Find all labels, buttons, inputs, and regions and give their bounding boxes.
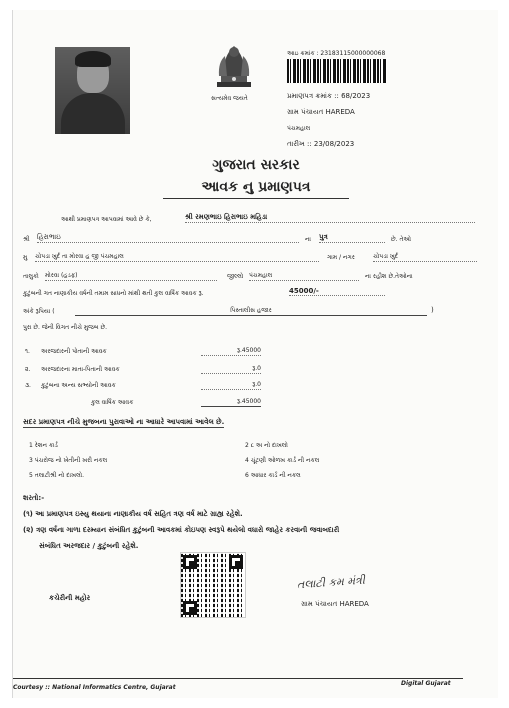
certificate-title: આવક નુ પ્રમાણપત્ર	[201, 179, 311, 195]
father-name: હિરાભાઇ	[37, 233, 299, 243]
evidence-item: 5 તલાટીશ્રી નો દાખલો.	[29, 472, 85, 479]
row-label: અરજદારના માતા-પિતાની આવક	[41, 366, 120, 373]
words-prefix: અંકે રૂપિયા (	[23, 308, 55, 315]
evidence-item: 1 રેશન કાર્ડ	[29, 442, 58, 449]
certificate-page	[12, 10, 498, 698]
office-seal-label: કચેરીની મહોર	[49, 594, 91, 602]
words-suffix: )	[431, 306, 434, 314]
amount-in-words: પિસ્તાલીસ હજાર	[75, 307, 427, 316]
taluka: મોરવા (હડફ)	[45, 272, 217, 281]
evidence-item: 2 ૮ અ નો દાખલો	[245, 442, 288, 449]
qr-code	[181, 553, 245, 617]
conditions-heading: શરતો:-	[23, 494, 45, 502]
row-label: અરજદારની પોતાની આવક	[41, 348, 107, 355]
relation-suffix: છે. તેઓ	[391, 236, 412, 243]
row-value: રૂ.0	[201, 381, 261, 390]
total-value: રૂ.45000	[201, 398, 261, 407]
applicant-name: શ્રી રમણભાઇ હિરાભાઇ મહિડા	[185, 213, 475, 223]
evidence-item: 3 પંચરોજ નો ખેતીની ખરી નકલ	[29, 457, 108, 464]
signature: તલાટી કમ મંત્રી	[296, 573, 366, 592]
income-amount: 45000/-	[289, 287, 385, 296]
total-label: કુલ વાર્ષિક આવક	[91, 399, 134, 406]
relation: પુત્ર	[319, 233, 385, 243]
relation-label: ના	[305, 236, 311, 243]
footer-brand: Digital Gujarat	[401, 680, 451, 687]
government-title: ગુજરાત સરકાર	[212, 157, 300, 173]
footer-divider	[13, 678, 463, 679]
issue-date: તારીખ :: 23/08/2023	[287, 140, 355, 148]
district-label: જીલ્લો	[227, 273, 244, 280]
ashoka-emblem-icon	[209, 38, 259, 94]
row-number: ૩.	[25, 382, 31, 389]
emblem-caption: સત્યમેવ જયતે	[211, 95, 248, 102]
condition-2: (૨) ત્રણ વર્ષના ગાળા દરમ્યાન સંબંધિત કુટુંબની આવકમાં કોઇપણ સ્વરૂપે થયેલો વધારો જાહેર કરવાની જવાબદારી	[23, 526, 340, 534]
address: ચોપડા ખુર્દ તા મોરવા હ જી પંચમહાલ	[35, 253, 319, 262]
condition-2-continued: સંબંધિત અરજદાર / કુટુંબની રહેશે.	[39, 542, 139, 550]
evidence-heading: સદર પ્રમાણપત્ર નીચે મુજબના પુરાવાઓ ના આધારે આપવામાં આવેલ છે.	[23, 418, 225, 426]
details-line: પુરા છે. જેની વિગત નીચે મુજબ છે.	[23, 324, 108, 331]
father-prefix: શ્રી	[23, 236, 30, 243]
row-value: રૂ.45000	[201, 347, 261, 356]
row-label: કુટુંબના અન્ય સભ્યોની આવક	[41, 382, 116, 389]
row-number: ૨.	[25, 366, 31, 373]
condition-1: (૧) આ પ્રમાણપત્ર ઇસ્યુ થયાના નાણાકીય વર્ષ સહિત ત્રણ વર્ષ માટે ગ્રાહ્ય રહેશે.	[23, 510, 243, 518]
gram-panchayat: ગ્રામ પંચાયત HAREDA	[287, 108, 355, 116]
footer-courtesy: Courtesy :: National Informatics Centre, Gujarat	[13, 684, 176, 691]
row-number: ૧.	[25, 348, 30, 355]
taluka-label: તાલુકો	[23, 273, 39, 280]
header-taluka: પંચમહાલ	[287, 125, 311, 132]
barcode	[287, 59, 387, 83]
title-underline	[163, 198, 349, 199]
evidence-item: 6 આધાર કાર્ડ ની નકલ	[245, 472, 301, 479]
intro-text: આથી પ્રમાણપત્ર આપવામાં આવે છે કે,	[61, 216, 152, 223]
district: પંચમહાલ	[249, 272, 359, 281]
resident-suffix: ના રહીશ છે.તેઓના	[365, 273, 413, 280]
signatory-office: ગ્રામ પંચાયત HAREDA	[301, 600, 369, 608]
row-value: રૂ.0	[201, 365, 261, 374]
income-text: કુટુંબની ગત નાણાકીય વર્ષની તમામ સાધનો માંથી થતી કુલ વાર્ષિક આવક રૂ.	[23, 290, 204, 297]
applicant-photo	[55, 47, 130, 134]
village-label: ગામ / નગર	[327, 254, 355, 261]
certificate-number: પ્રમાણપત્ર ક્રમાંક :: 68/2023	[287, 92, 371, 100]
village: ચોપડા ખુર્દ	[373, 253, 477, 262]
address-prefix: મુ	[23, 254, 28, 261]
evidence-item: 4 ચૂંટણી ઓળખ કાર્ડ ની નકલ	[245, 457, 320, 464]
application-number: આઇ ક્રમાંક : 23183115000000068	[287, 50, 386, 57]
